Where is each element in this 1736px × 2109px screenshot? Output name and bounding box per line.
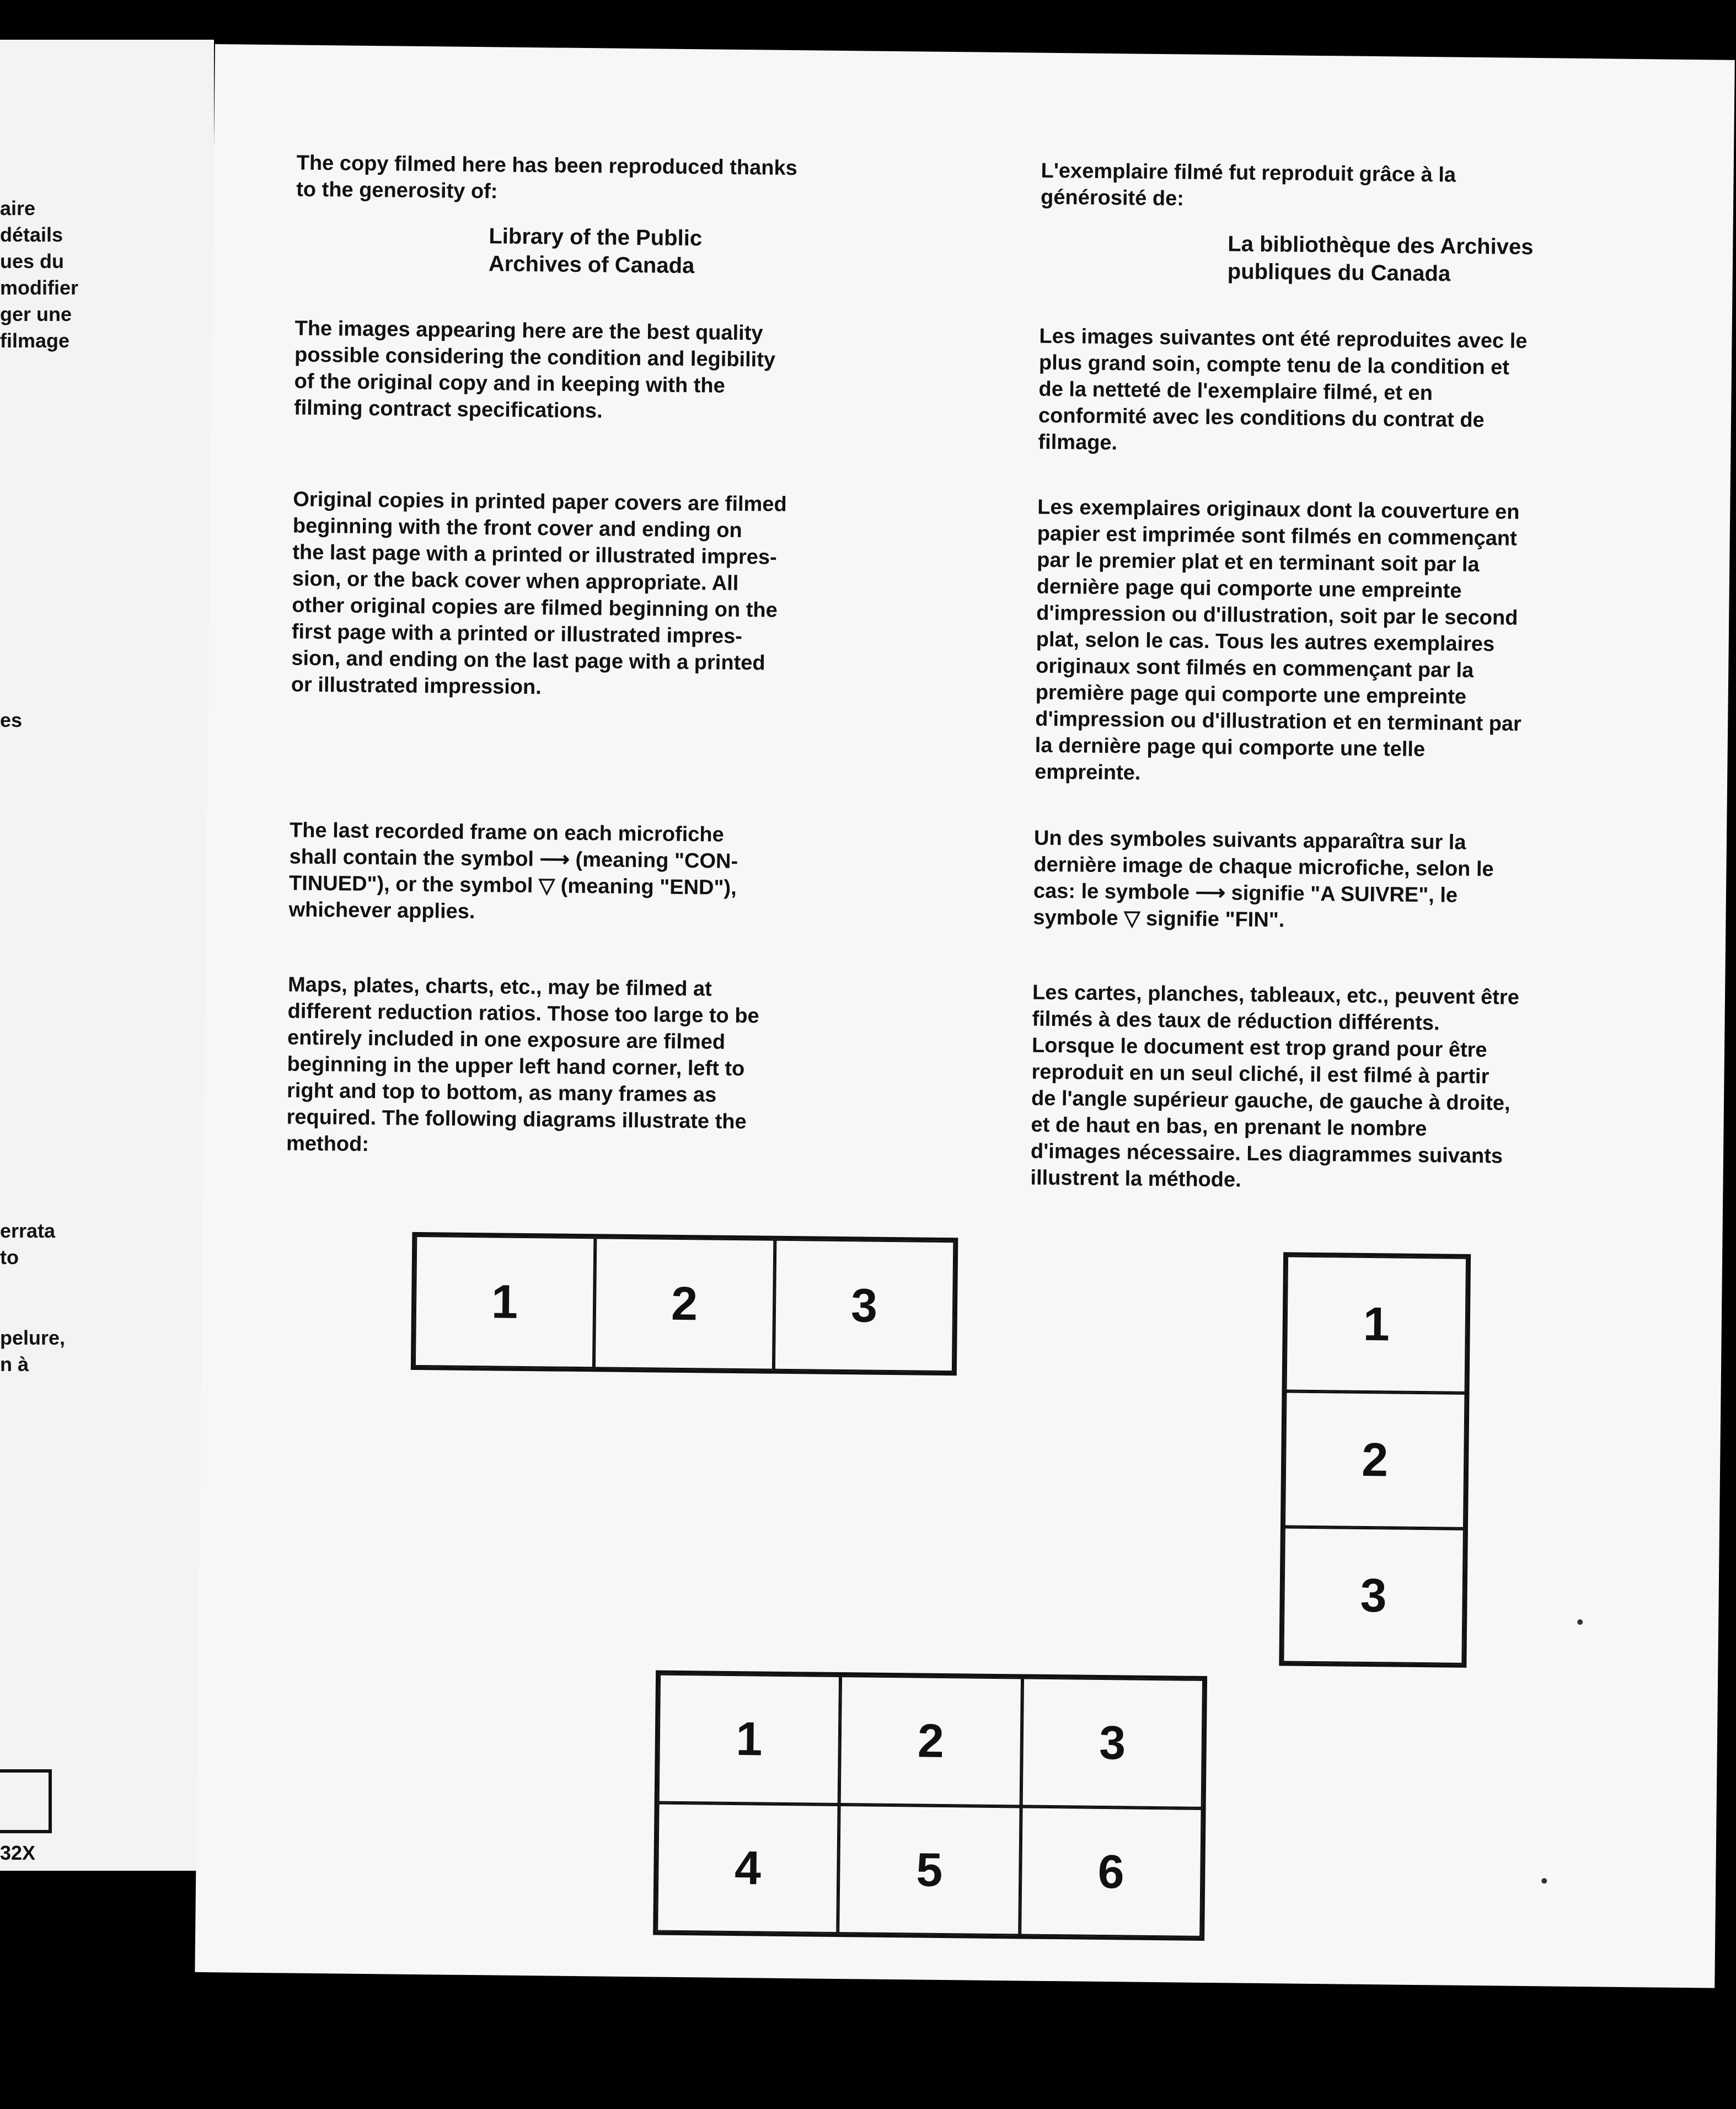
fragment-box [0,1769,52,1833]
fragment-line: filmage [0,329,70,352]
fragment-line: modifier [0,276,79,299]
fragment-line: es [0,709,23,731]
fragment-line: to [0,1246,19,1268]
frame-cell: 3 [1021,1677,1204,1808]
fragment-line: détails [0,223,63,246]
french-quality-paragraph: Les images suivantes ont été reproduites avec le plus grand soin, compte tenu de la condition et de la netteté de l'exemplaire filmé, et en conformité avec les conditions du contrat de filmage. [1038,324,1528,455]
speck [1577,1619,1583,1625]
frame-cell: 5 [838,1805,1021,1935]
english-covers-paragraph: Original copies in printed paper covers are filmed beginning with the front cover and ending on the last page with a printed or illustrated impres- sion, or the back cover when appropriate. All other original copies are filmed beginning on the first page with a printed or illustrated impres- sion, and ending on the last page with a printed or illustrated impression. [291,488,787,699]
fragment-line: ues du [0,250,65,272]
frame-cell: 2 [839,1676,1022,1806]
fragment-line: errata [0,1219,56,1242]
frame-cell: 2 [594,1237,775,1370]
frame-cell: 3 [1282,1527,1465,1664]
french-intro: L'exemplaire filmé fut reproduit grâce à la générosité de: [1040,159,1456,211]
frame-cell: 1 [1285,1255,1468,1393]
frame-cell: 1 [658,1674,841,1805]
frame-cell: 4 [656,1803,839,1934]
diagram-row-three [411,1232,958,1375]
english-intro: The copy filmed here has been reproduced thanks to the generosity of: [296,151,797,204]
french-symbols-paragraph: Un des symboles suivants apparaîtra sur la dernière image de chaque microfiche, selon le cas: le symbole ⟶ signifie "A SUIVRE", le symbole ▽ signifie "FIN". [1033,826,1494,932]
frame-cell: 2 [1284,1391,1466,1528]
french-covers-paragraph: Les exemplaires originaux dont la couverture en papier est imprimée sont filmés en commençant par le premier plat et en terminant soit par la dernière page qui comporte une empreinte d'impression ou d'illustration, soit par le second plat, selon le cas. Tous les autres exemplaires originaux sont filmés en commençant par la première page qui comporte une empreinte d'impression ou d'illustration et en terminant par la dernière page qui comporte une telle empreinte. [1035,495,1522,785]
frame-cell: 6 [1020,1806,1203,1937]
frame-cell: 3 [774,1239,955,1372]
english-maps-paragraph: Maps, plates, charts, etc., may be filmed at different reduction ratios. Those too large to be entirely included in one exposure are filmed beginning in the upper left hand corner, left to right and top to bottom, as many frames as required. The following diagrams illustrate the method: [286,973,759,1157]
french-library-name: La bibliothèque des Archives publiques du Canada [1227,232,1534,286]
fragment-line: aire [0,197,36,220]
fragment-label: 32X [0,1842,36,1864]
filming-notice-page [195,44,1734,1988]
english-library-name: Library of the Public Archives of Canada [488,224,703,279]
diagram-grid-six [653,1671,1207,1941]
french-maps-paragraph: Les cartes, planches, tableaux, etc., peuvent être filmés à des taux de réduction différents. Lorsque le document est trop grand pour être reproduit en un seul cliché, il est filmé à partir de l'angle supérieur gauche, de gauche à droite, et de haut en bas, en prenant le nombre d'images nécessaire. Les diagrammes suivants illustrent la méthode. [1030,981,1520,1192]
fragment-line: pelure, [0,1326,66,1349]
frame-cell: 1 [414,1235,595,1368]
english-symbols-paragraph: The last recorded frame on each microfiche shall contain the symbol ⟶ (meaning "CON- TINUED"), or the symbol ▽ (meaning "END"), whichever applies. [288,818,738,924]
english-quality-paragraph: The images appearing here are the best quality possible considering the condition and legibility of the original copy and in keeping with the filming contract specifications. [293,317,776,423]
speck [1541,1878,1547,1883]
fragment-line: ger une [0,303,72,325]
diagram-column-three [1279,1252,1471,1668]
fragment-line: n à [0,1353,29,1375]
adjacent-page-fragment [0,40,214,1871]
